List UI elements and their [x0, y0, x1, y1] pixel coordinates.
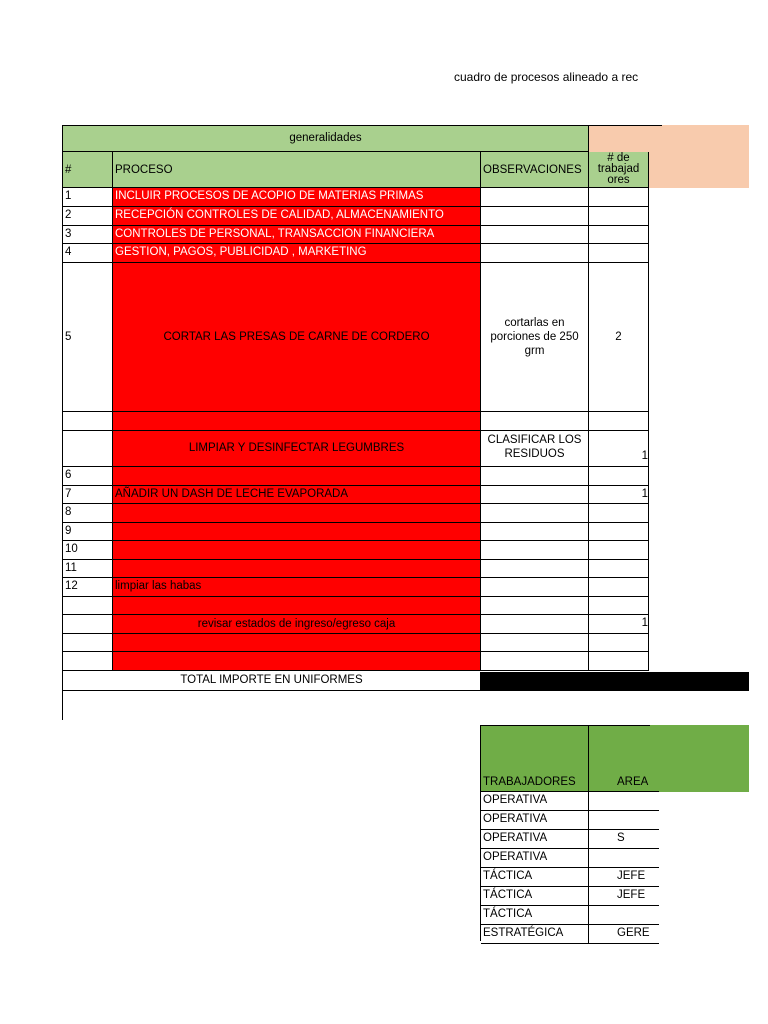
row-trabajadores: 1 — [589, 486, 649, 504]
row-num — [63, 412, 113, 431]
row-trabajadores: 1 — [589, 615, 649, 634]
row-proceso: AÑADIR UN DASH DE LECHE EVAPORADA — [113, 486, 481, 504]
row-num — [63, 652, 113, 671]
row-trabajadores — [589, 560, 649, 578]
header-generalidades: generalidades — [63, 126, 589, 152]
total-black-bar — [481, 672, 749, 691]
row-proceso — [113, 541, 481, 560]
row-num: 7 — [63, 486, 113, 504]
total-label: TOTAL IMPORTE EN UNIFORMES — [63, 672, 481, 691]
row-num: 11 — [63, 560, 113, 578]
workers-row-area: GERE — [589, 925, 659, 944]
workers-row-area — [589, 906, 659, 925]
header-peach-cell — [589, 126, 649, 152]
row-num: 9 — [63, 523, 113, 541]
row-observaciones — [481, 652, 589, 671]
row-proceso — [113, 634, 481, 652]
row-num — [63, 431, 113, 467]
row-trabajadores — [589, 412, 649, 431]
row-observaciones — [481, 207, 589, 226]
row-num: 10 — [63, 541, 113, 560]
row-num — [63, 615, 113, 634]
row-trabajadores — [589, 504, 649, 523]
workers-row-nivel: ESTRATÉGICA — [481, 925, 589, 944]
row-num: 4 — [63, 244, 113, 263]
workers-row-nivel: TÁCTICA — [481, 887, 589, 906]
row-proceso — [113, 467, 481, 486]
row-proceso: CONTROLES DE PERSONAL, TRANSACCION FINANCIERA — [113, 226, 481, 244]
row-observaciones — [481, 486, 589, 504]
workers-row-area: S — [589, 830, 659, 849]
row-trabajadores — [589, 578, 649, 597]
row-num: 12 — [63, 578, 113, 597]
workers-row-area — [589, 849, 659, 868]
row-proceso — [113, 597, 481, 615]
workers-row-nivel: TÁCTICA — [481, 868, 589, 887]
row-proceso: RECEPCIÓN CONTROLES DE CALIDAD, ALMACENAMIENTO — [113, 207, 481, 226]
row-num: 3 — [63, 226, 113, 244]
workers-row-nivel: OPERATIVA — [481, 792, 589, 811]
row-num: 2 — [63, 207, 113, 226]
row-proceso — [113, 504, 481, 523]
row-observaciones — [481, 226, 589, 244]
header-fill-peach — [642, 125, 749, 188]
row-observaciones — [481, 188, 589, 207]
row-proceso: limpiar las habas — [113, 578, 481, 597]
workers-row-area — [589, 811, 659, 830]
workers-row-area: JEFE — [589, 887, 659, 906]
workers-row-area — [589, 792, 659, 811]
row-num: 5 — [63, 263, 113, 412]
header-trabajadores: # de trabajad ores — [589, 152, 649, 188]
row-observaciones — [481, 634, 589, 652]
row-trabajadores — [589, 652, 649, 671]
row-trabajadores — [589, 244, 649, 263]
workers-table — [480, 725, 650, 945]
row-trabajadores — [589, 207, 649, 226]
header-observaciones: OBSERVACIONES — [481, 152, 589, 188]
row-observaciones — [481, 412, 589, 431]
row-num: 1 — [63, 188, 113, 207]
process-table — [62, 125, 648, 725]
row-trabajadores — [589, 634, 649, 652]
row-proceso — [113, 412, 481, 431]
header-num: # — [63, 152, 113, 188]
row-trabajadores — [589, 523, 649, 541]
sheet-title: cuadro de procesos alineado a rec — [454, 70, 639, 84]
row-proceso: GESTION, PAGOS, PUBLICIDAD , MARKETING — [113, 244, 481, 263]
row-trabajadores: 1 — [589, 431, 649, 467]
row-proceso: LIMPIAR Y DESINFECTAR LEGUMBRES — [113, 431, 481, 467]
row-observaciones — [481, 541, 589, 560]
row-num — [63, 634, 113, 652]
workers-header-trabajadores: TRABAJADORES — [481, 726, 589, 792]
row-observaciones: CLASIFICAR LOS RESIDUOS — [481, 431, 589, 467]
row-proceso — [113, 652, 481, 671]
row-trabajadores — [589, 188, 649, 207]
row-observaciones — [481, 504, 589, 523]
row-trabajadores — [589, 467, 649, 486]
row-proceso — [113, 523, 481, 541]
row-proceso — [113, 560, 481, 578]
row-observaciones — [481, 523, 589, 541]
row-proceso: revisar estados de ingreso/egreso caja — [113, 615, 481, 634]
row-trabajadores — [589, 226, 649, 244]
row-observaciones: cortarlas en porciones de 250 grm — [481, 263, 589, 412]
row-proceso: INCLUIR PROCESOS DE ACOPIO DE MATERIAS PRIMAS — [113, 188, 481, 207]
workers-row-nivel: OPERATIVA — [481, 849, 589, 868]
row-trabajadores — [589, 541, 649, 560]
row-observaciones — [481, 597, 589, 615]
header-proceso: PROCESO — [113, 152, 481, 188]
workers-header-area: AREA — [589, 726, 659, 792]
workers-row-nivel: TÁCTICA — [481, 906, 589, 925]
row-observaciones — [481, 615, 589, 634]
row-trabajadores — [589, 597, 649, 615]
workers-row-area: JEFE — [589, 868, 659, 887]
workers-row-nivel: OPERATIVA — [481, 830, 589, 849]
row-observaciones — [481, 578, 589, 597]
workers-row-nivel: OPERATIVA — [481, 811, 589, 830]
row-num: 8 — [63, 504, 113, 523]
row-num: 6 — [63, 467, 113, 486]
row-proceso: CORTAR LAS PRESAS DE CARNE DE CORDERO — [113, 263, 481, 412]
row-num — [63, 597, 113, 615]
row-observaciones — [481, 560, 589, 578]
row-observaciones — [481, 467, 589, 486]
row-observaciones — [481, 244, 589, 263]
row-trabajadores: 2 — [589, 263, 649, 412]
